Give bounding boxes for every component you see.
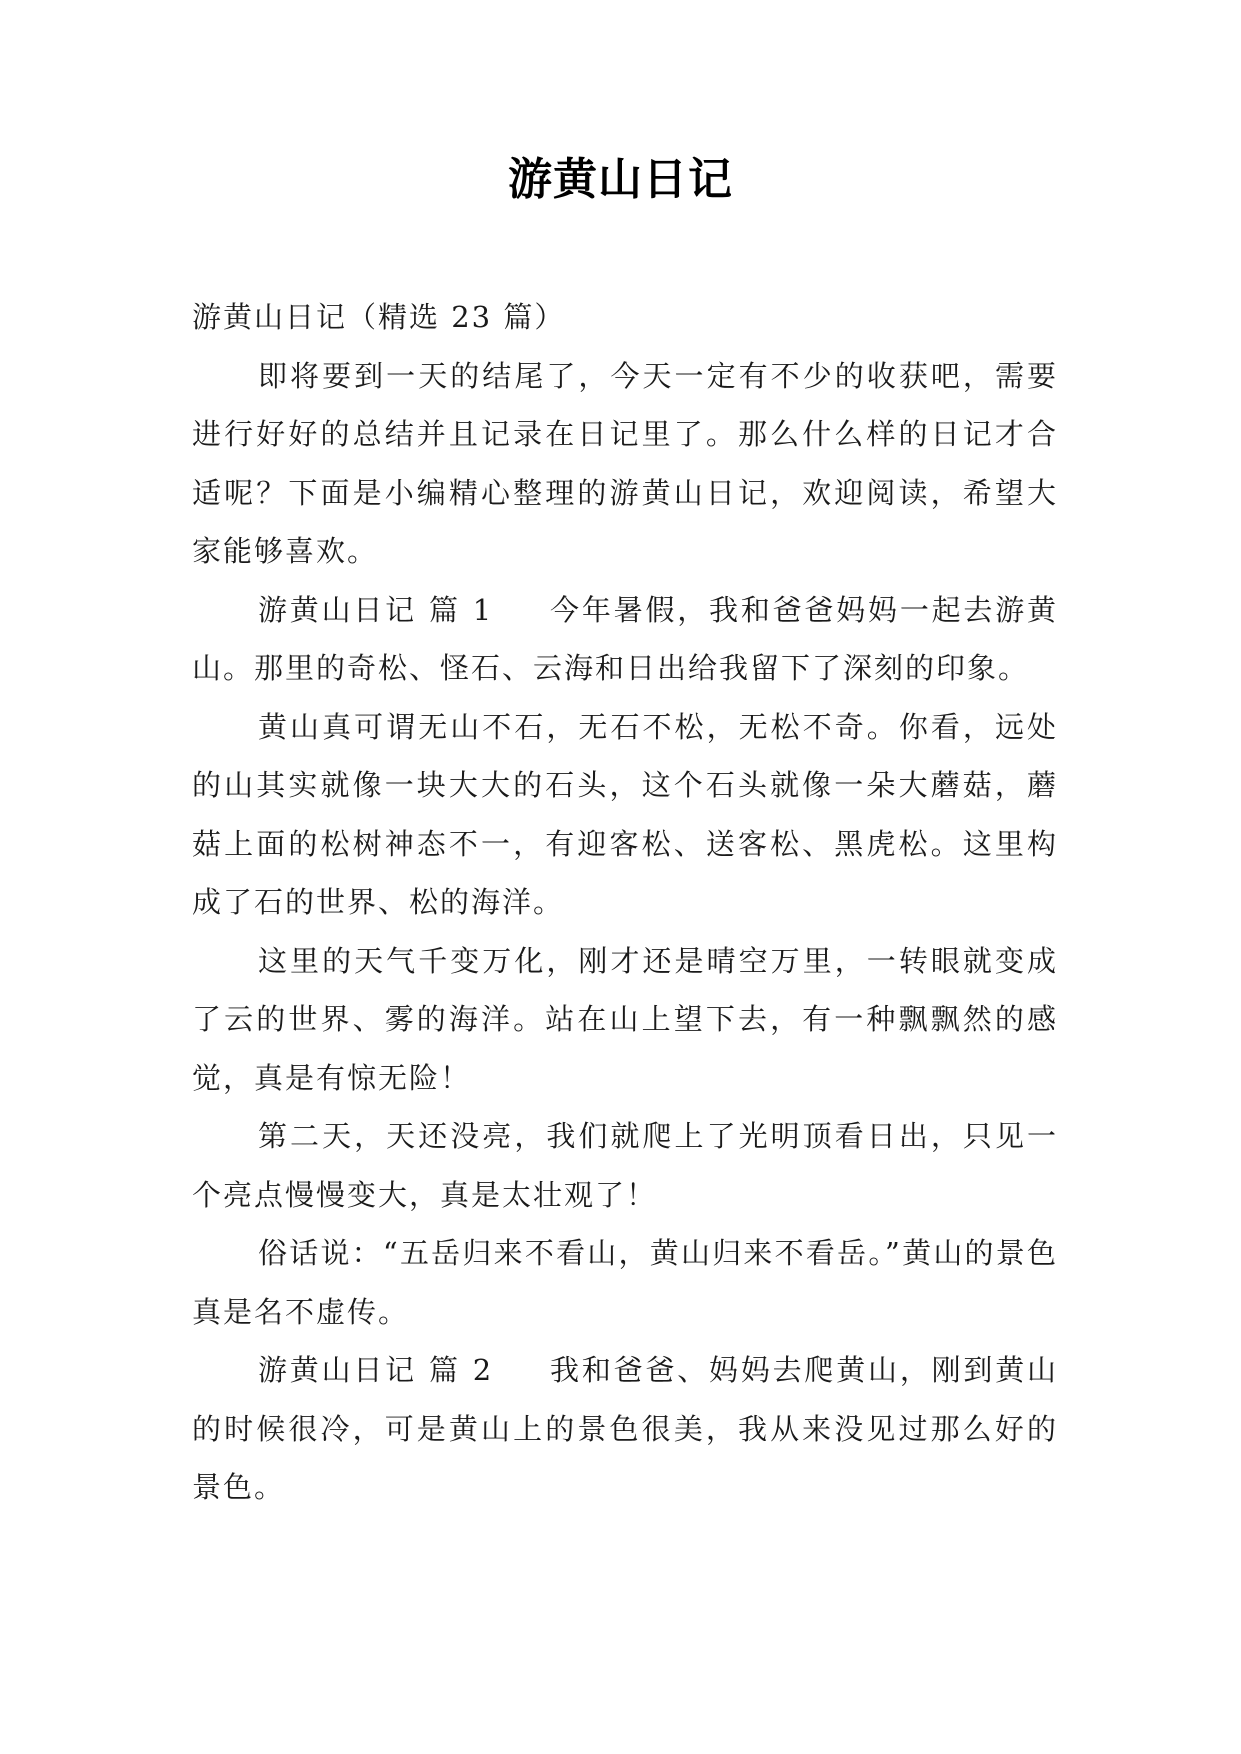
entry-2-paragraph	[192, 1341, 1058, 1517]
entry-1-heading: 游黄山日记 篇 1	[258, 592, 494, 627]
body-paragraph: 第二天，天还没亮，我们就爬上了光明顶看日出，只见一个亮点慢慢变大，真是太壮观了！	[192, 1119, 1058, 1212]
body-paragraph: 这里的天气千变万化，刚才还是晴空万里，一转眼就变成了云的世界、雾的海洋。站在山上望下去，有一种飘飘然的感觉，真是有惊无险！	[192, 943, 1058, 1095]
entry-2-heading: 游黄山日记 篇 2	[258, 1353, 494, 1387]
body-paragraph: 俗话说：“五岳归来不看山，黄山归来不看岳。”黄山的景色真是名不虚传。	[192, 1236, 1058, 1329]
entry-2-text: 我和爸爸、妈妈去爬黄山，刚到黄山的时候很冷，可是黄山上的景色很美，我从来没见过那么好的景色。	[192, 1353, 1058, 1504]
body-paragraph: 黄山真可谓无山不石，无石不松，无松不奇。你看，远处的山其实就像一块大大的石头，这个石头就像一朵大蘑菇，蘑菇上面的松树神态不一，有迎客松、送客松、黑虎松。这里构成了石的世界、松的海洋。	[192, 709, 1058, 919]
entry-1-text: 今年暑假，我和爸爸妈妈一起去游黄山。那里的奇松、怪石、云海和日出给我留下了深刻的印象。	[192, 592, 1058, 685]
entry-1-paragraph	[192, 581, 1058, 698]
intro-paragraph: 即将要到一天的结尾了，今天一定有不少的收获吧，需要进行好好的总结并且记录在日记里了。那么什么样的日记才合适呢？下面是小编精心整理的游黄山日记，欢迎阅读，希望大家能够喜欢。	[192, 358, 1058, 568]
subtitle-line: 游黄山日记（精选 23 篇）	[192, 300, 566, 334]
page-title: 游黄山日记	[508, 154, 733, 205]
document-body	[192, 288, 1058, 1517]
